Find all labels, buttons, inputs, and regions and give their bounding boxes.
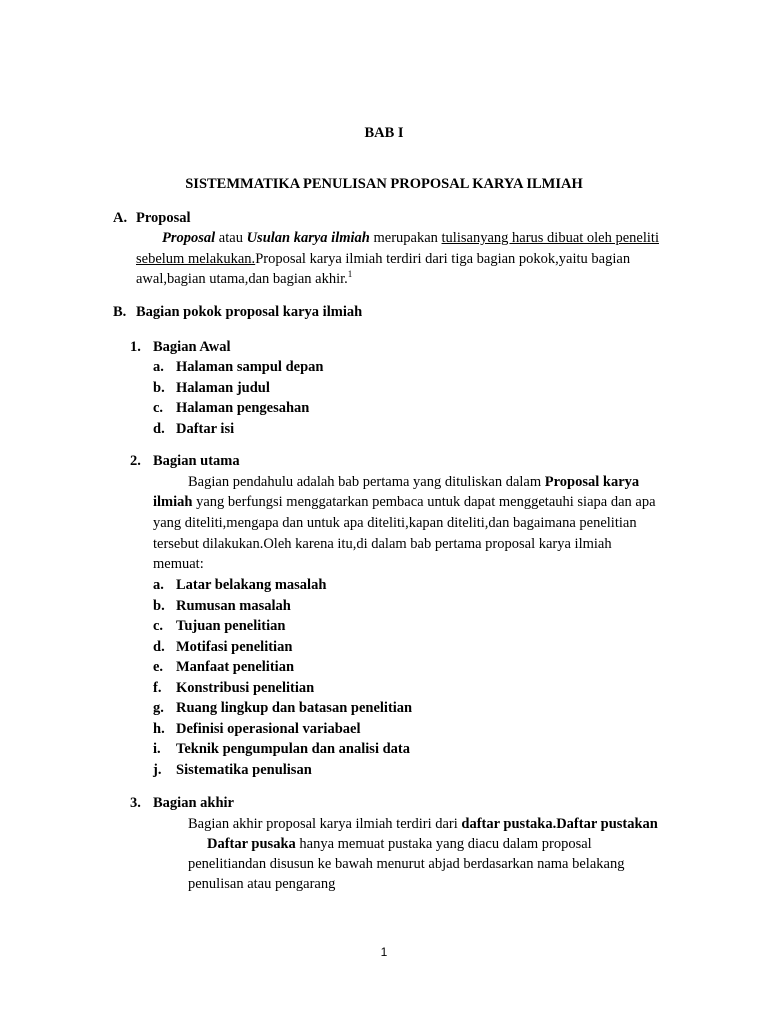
list-item-marker: a. bbox=[153, 359, 164, 375]
part-3-paragraph-line-2 bbox=[207, 836, 592, 853]
list-item-marker: e. bbox=[153, 659, 164, 675]
text-merupakan: merupakan bbox=[369, 230, 442, 246]
section-a-paragraph-line-2 bbox=[136, 251, 630, 268]
part-1-number: 1. bbox=[130, 339, 141, 355]
list-item: Rumusan masalah bbox=[176, 597, 291, 614]
part-3-paragraph-line-1 bbox=[188, 816, 658, 833]
list-item-marker: c. bbox=[153, 618, 164, 634]
list-item: Konstribusi penelitian bbox=[176, 679, 315, 696]
term-proposal: Proposal bbox=[162, 230, 216, 246]
part-3-heading: Bagian akhir bbox=[153, 795, 234, 811]
part-3-paragraph-line-3: penelitiandan disusun ke bawah menurut abjad berdasarkan nama belakang bbox=[188, 856, 625, 872]
part-3-text-2: hanya memuat pustaka yang diacu dalam proposal bbox=[295, 836, 592, 852]
part-2-paragraph-line-4: tersebut dilakukan.Oleh karena itu,di dalam bab pertama proposal karya ilmiah bbox=[153, 536, 612, 552]
list-item-marker: g. bbox=[153, 700, 164, 716]
section-b-marker: B. bbox=[113, 304, 127, 320]
part-2-text: Bagian pendahulu adalah bab pertama yang dituliskan dalam bbox=[188, 474, 545, 490]
part-3-paragraph-line-4: penulisan atau pengarang bbox=[188, 876, 336, 892]
part-3-text: Bagian akhir proposal karya ilmiah terdiri dari bbox=[188, 816, 462, 832]
part-2-bold-term-end: ilmiah bbox=[153, 494, 193, 510]
list-item: Sistematika penulisan bbox=[176, 761, 312, 778]
section-a-marker: A. bbox=[113, 210, 128, 226]
list-item: Manfaat penelitian bbox=[176, 659, 295, 675]
list-item-marker: i. bbox=[153, 741, 161, 757]
document-title: SISTEMMATIKA PENULISAN PROPOSAL KARYA ILMIAH bbox=[185, 176, 583, 192]
part-2-paragraph-line-3: yang diteliti,mengapa dan untuk apa diteliti,kapan diteliti,dan bagaimana penelitian bbox=[153, 515, 637, 531]
list-item: Daftar isi bbox=[176, 420, 235, 437]
part-3-number: 3. bbox=[130, 795, 141, 811]
list-item: Halaman sampul depan bbox=[176, 359, 324, 375]
list-item: Motifasi penelitian bbox=[176, 638, 293, 655]
text-structure: Proposal karya ilmiah terdiri dari tiga bagian pokok,yaitu bagian bbox=[255, 251, 631, 267]
part-2-paragraph-line-2 bbox=[153, 494, 656, 511]
list-item: Ruang lingkup dan batasan penelitian bbox=[176, 700, 413, 716]
section-b-heading: Bagian pokok proposal karya ilmiah bbox=[136, 304, 363, 320]
part-2-number: 2. bbox=[130, 453, 141, 469]
list-item-marker: d. bbox=[153, 638, 165, 655]
list-item-marker: h. bbox=[153, 720, 165, 737]
part-2-heading: Bagian utama bbox=[153, 453, 240, 469]
list-item-marker: f. bbox=[153, 679, 162, 696]
list-item-marker: b. bbox=[153, 597, 165, 614]
part-2-paragraph-line-1 bbox=[188, 474, 639, 491]
text-structure-end: awal,bagian utama,dan bagian akhir. bbox=[136, 271, 348, 287]
part-3-bold-term: daftar pustaka.Daftar pustakan bbox=[461, 816, 658, 832]
part-2-bold-term: Proposal karya bbox=[544, 474, 640, 490]
list-item: Halaman judul bbox=[176, 379, 270, 396]
part-2-paragraph-line-5: memuat: bbox=[153, 556, 204, 572]
section-a-heading: Proposal bbox=[136, 210, 191, 226]
underlined-definition-end: sebelum melakukan. bbox=[136, 251, 256, 267]
footnote-ref: 1 bbox=[347, 269, 353, 280]
part-2-text-2: yang berfungsi menggatarkan pembaca untuk dapat menggetauhi siapa dan apa bbox=[192, 494, 656, 510]
list-item-marker: a. bbox=[153, 577, 164, 593]
list-item-marker: b. bbox=[153, 379, 165, 396]
section-a-paragraph-line-3 bbox=[136, 271, 352, 288]
section-a-paragraph-line-1 bbox=[162, 230, 659, 247]
term-usulan: Usulan karya ilmiah bbox=[246, 230, 370, 246]
list-item-marker: d. bbox=[153, 420, 165, 437]
list-item: Latar belakang masalah bbox=[176, 577, 327, 593]
part-3-bold-term-2: Daftar pusaka bbox=[207, 836, 296, 852]
list-item: Teknik pengumpulan dan analisi data bbox=[176, 741, 410, 757]
list-item: Halaman pengesahan bbox=[176, 400, 310, 416]
page-number: 1 bbox=[380, 945, 388, 959]
chapter-heading: BAB I bbox=[364, 125, 404, 141]
part-1-heading: Bagian Awal bbox=[153, 339, 231, 355]
underlined-definition: tulisanyang harus dibuat oleh peneliti bbox=[441, 230, 659, 246]
list-item-marker: j. bbox=[153, 761, 162, 778]
list-item: Definisi operasional variabael bbox=[176, 720, 361, 737]
list-item-marker: c. bbox=[153, 400, 164, 416]
text-atau: atau bbox=[215, 230, 247, 246]
list-item: Tujuan penelitian bbox=[176, 618, 286, 634]
